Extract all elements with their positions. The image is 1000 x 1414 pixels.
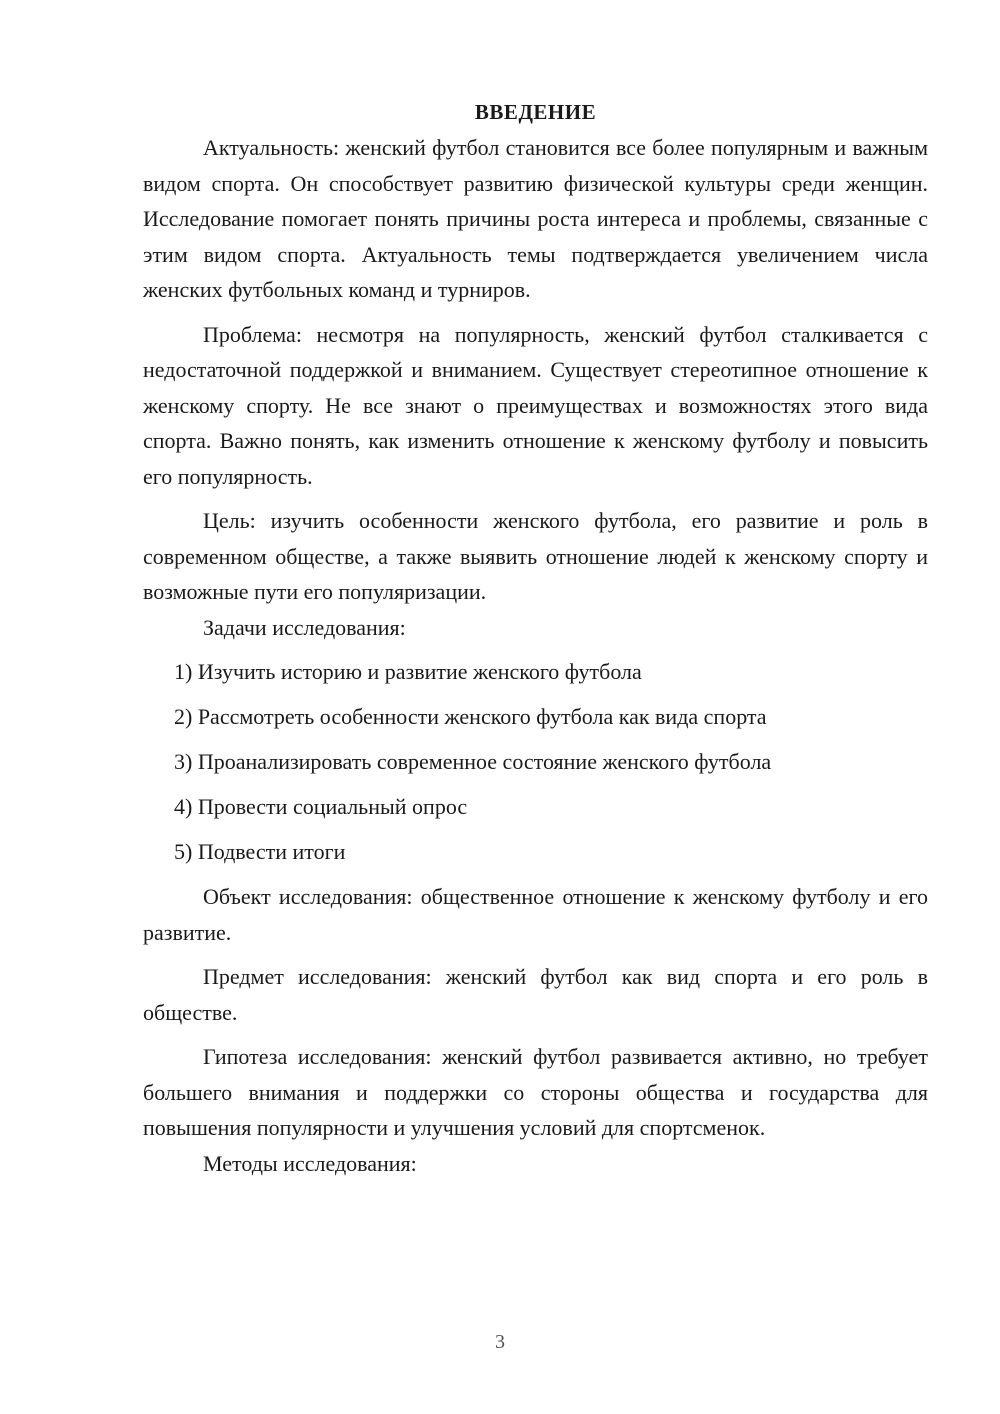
list-item: 3) Проанализировать современное состояние женского футбола <box>174 749 772 774</box>
list-item: 1) Изучить историю и развитие женского футбола <box>174 659 642 684</box>
paragraph-problem: Проблема: несмотря на популярность, женский футбол сталкивается с недостаточной поддержкой и вниманием. Существует стереотипное отношение к женскому спорту. Не все знают о преимуществах и возможностях этого вида спорта. Важно понять, как изменить отношение к женскому футболу и повысить его популярность. <box>143 321 928 489</box>
document-page <box>143 94 928 1181</box>
tasks-list <box>143 654 928 870</box>
methods-heading: Методы исследования: <box>203 1150 417 1176</box>
page-title: ВВЕДЕНИЕ <box>474 100 597 124</box>
list-item: 2) Рассмотреть особенности женского футбола как вида спорта <box>174 704 767 729</box>
paragraph-subject: Предмет исследования: женский футбол как вид спорта и его роль в обществе. <box>143 964 928 1025</box>
tasks-heading: Задачи исследования: <box>203 614 406 640</box>
paragraph-object: Объект исследования: общественное отношение к женскому футболу и его развитие. <box>143 884 928 945</box>
list-item: 4) Провести социальный опрос <box>174 794 468 819</box>
paragraph-relevance: Актуальность: женский футбол становится все более популярным и важным видом спорта. Он способствует развитию физической культуры среди женщин. Исследование помогает понять причины роста интереса и проблемы, связанные с этим видом спорта. Актуальность темы подтверждается увеличением числа женских футбольных команд и турниров. <box>143 135 928 302</box>
list-item: 5) Подвести итоги <box>174 839 346 864</box>
page-number: 3 <box>495 1331 505 1353</box>
paragraph-goal: Цель: изучить особенности женского футбола, его развитие и роль в современном обществе, а также выявить отношение людей к женскому спорту и возможные пути его популяризации. <box>143 508 928 604</box>
paragraph-hypothesis: Гипотеза исследования: женский футбол развивается активно, но требует большего внимания и поддержки со стороны общества и государства для повышения популярности и улучшения условий для спортсменок. <box>143 1044 928 1140</box>
